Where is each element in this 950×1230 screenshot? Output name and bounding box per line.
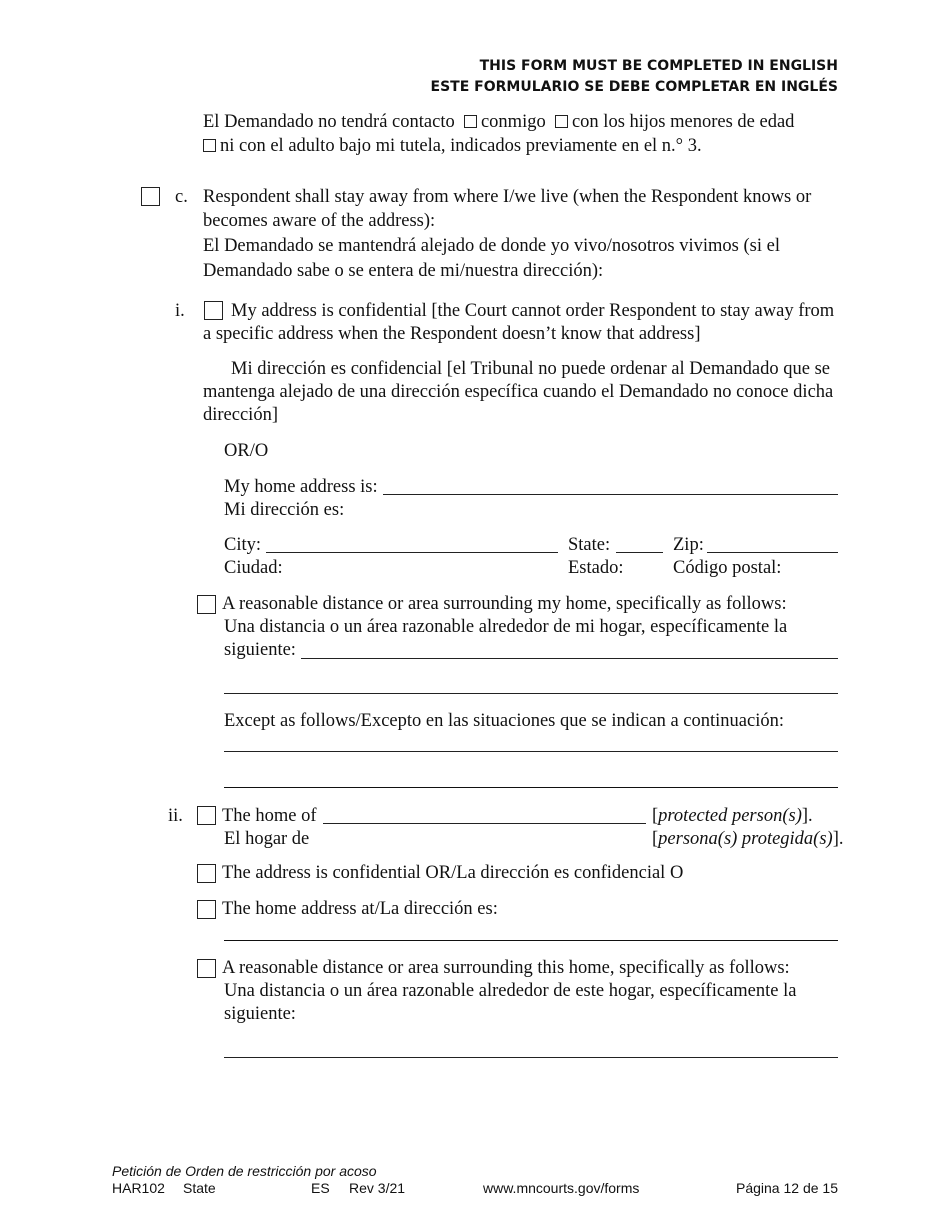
confidential-es-2: mantenga alejado de una dirección específica cuando el Demandado no conoce dicha [203,382,834,402]
ii-home-address-label: The home address at/La dirección es: [222,899,498,919]
item-ii-marker: ii. [168,806,183,826]
confidential-en-1: My address is confidential [the Court cannot order Respondent to stay away from [231,301,835,321]
city-input-line[interactable] [266,552,558,553]
distance-my-home-es-2: siguiente: [224,640,296,660]
contact-line-2 [203,135,702,158]
confidential-es-1: Mi dirección es confidencial [el Tribunal no puede ordenar al Demandado que se [231,359,831,379]
distance-my-home-es-1: Una distancia o un área razonable alrededor de mi hogar, específicamente la [224,617,788,637]
contact-children-checkbox[interactable] [555,115,568,128]
distance-my-home-en: A reasonable distance or area surrounding my home, specifically as follows: [222,594,787,614]
section-c-en-1: Respondent shall stay away from where I/we live (when the Respondent knows or [203,187,812,207]
footer-language: ES [311,1180,330,1196]
address-confidential-checkbox[interactable] [204,301,223,320]
ii-home-address-input-line[interactable] [224,940,838,941]
ii-home-address-checkbox[interactable] [197,900,216,919]
footer-form-title: Petición de Orden de restricción por acoso [112,1163,377,1179]
home-address-label-es: Mi dirección es: [224,500,345,520]
ii-distance-es-2: siguiente: [224,1004,296,1024]
home-of-label-es: El hogar de [224,829,310,849]
contact-prefix: El Demandado no tendrá contacto [203,112,455,132]
except-input-line-2[interactable] [224,787,838,788]
distance-my-home-input-line[interactable] [301,658,838,659]
footer-form-code: HAR102 [112,1180,165,1196]
confidential-es-3: dirección] [203,405,278,425]
protected-person-en-text: protected person(s) [658,806,802,826]
zip-label: Zip: [673,535,704,555]
ii-distance-input-line[interactable] [224,1057,838,1058]
ii-address-confidential-label: The address is confidential OR/La dirección es confidencial O [222,863,684,883]
ii-distance-checkbox[interactable] [197,959,216,978]
contact-children-label: con los hijos menores de edad [571,112,795,132]
zip-label-es: Código postal: [673,558,782,578]
confidential-en-2: a specific address when the Respondent doesn’t know that address] [203,324,701,344]
distance-my-home-input-line-2[interactable] [224,693,838,694]
header-english-notice: THIS FORM MUST BE COMPLETED IN ENGLISH [479,58,838,74]
state-label-es: Estado: [568,558,624,578]
protected-person-en: [protected person(s)]. [652,806,813,826]
footer-page-number: Página 12 de 15 [736,1180,838,1196]
ii-address-confidential-checkbox[interactable] [197,864,216,883]
city-label: City: [224,535,262,555]
zip-input-line[interactable] [707,552,838,553]
city-label-es: Ciudad: [224,558,283,578]
contact-me-checkbox[interactable] [464,115,477,128]
or-label: OR/O [224,441,269,461]
protected-person-es: [persona(s) protegida(s)]. [652,829,844,849]
home-of-checkbox[interactable] [197,806,216,825]
home-of-input-line[interactable] [323,823,646,824]
state-input-line[interactable] [616,552,663,553]
footer-url[interactable]: www.mncourts.gov/forms [483,1180,640,1196]
ii-distance-en: A reasonable distance or area surrounding this home, specifically as follows: [222,958,790,978]
contact-ward-checkbox[interactable] [203,139,216,152]
stay-away-home-checkbox[interactable] [141,187,160,206]
except-label: Except as follows/Excepto en las situaciones que se indican a continuación: [224,711,784,731]
footer-revision: Rev 3/21 [349,1180,406,1196]
section-c-es-1: El Demandado se mantendrá alejado de donde yo vivo/nosotros vivimos (si el [203,236,780,256]
distance-my-home-checkbox[interactable] [197,595,216,614]
ii-distance-es-1: Una distancia o un área razonable alrededor de este hogar, específicamente la [224,981,797,1001]
contact-ward-label: ni con el adulto bajo mi tutela, indicados previamente en el n.° 3. [220,136,702,156]
home-address-label: My home address is: [224,477,378,497]
section-c-es-2: Demandado sabe o se entera de mi/nuestra dirección): [203,261,604,281]
section-c-en-2: becomes aware of the address): [203,211,436,231]
protected-person-es-text: persona(s) protegida(s) [658,829,833,849]
except-input-line[interactable] [224,751,838,752]
contact-line [203,111,794,134]
contact-me-label: conmigo [480,112,546,132]
home-address-input-line[interactable] [383,494,838,495]
home-of-label: The home of [222,806,317,826]
footer-jurisdiction: State [183,1180,216,1196]
item-i-marker: i. [175,301,185,321]
section-c-marker: c. [175,187,188,207]
header-spanish-notice: ESTE FORMULARIO SE DEBE COMPLETAR EN INGLÉS [430,79,838,95]
state-label: State: [568,535,611,555]
